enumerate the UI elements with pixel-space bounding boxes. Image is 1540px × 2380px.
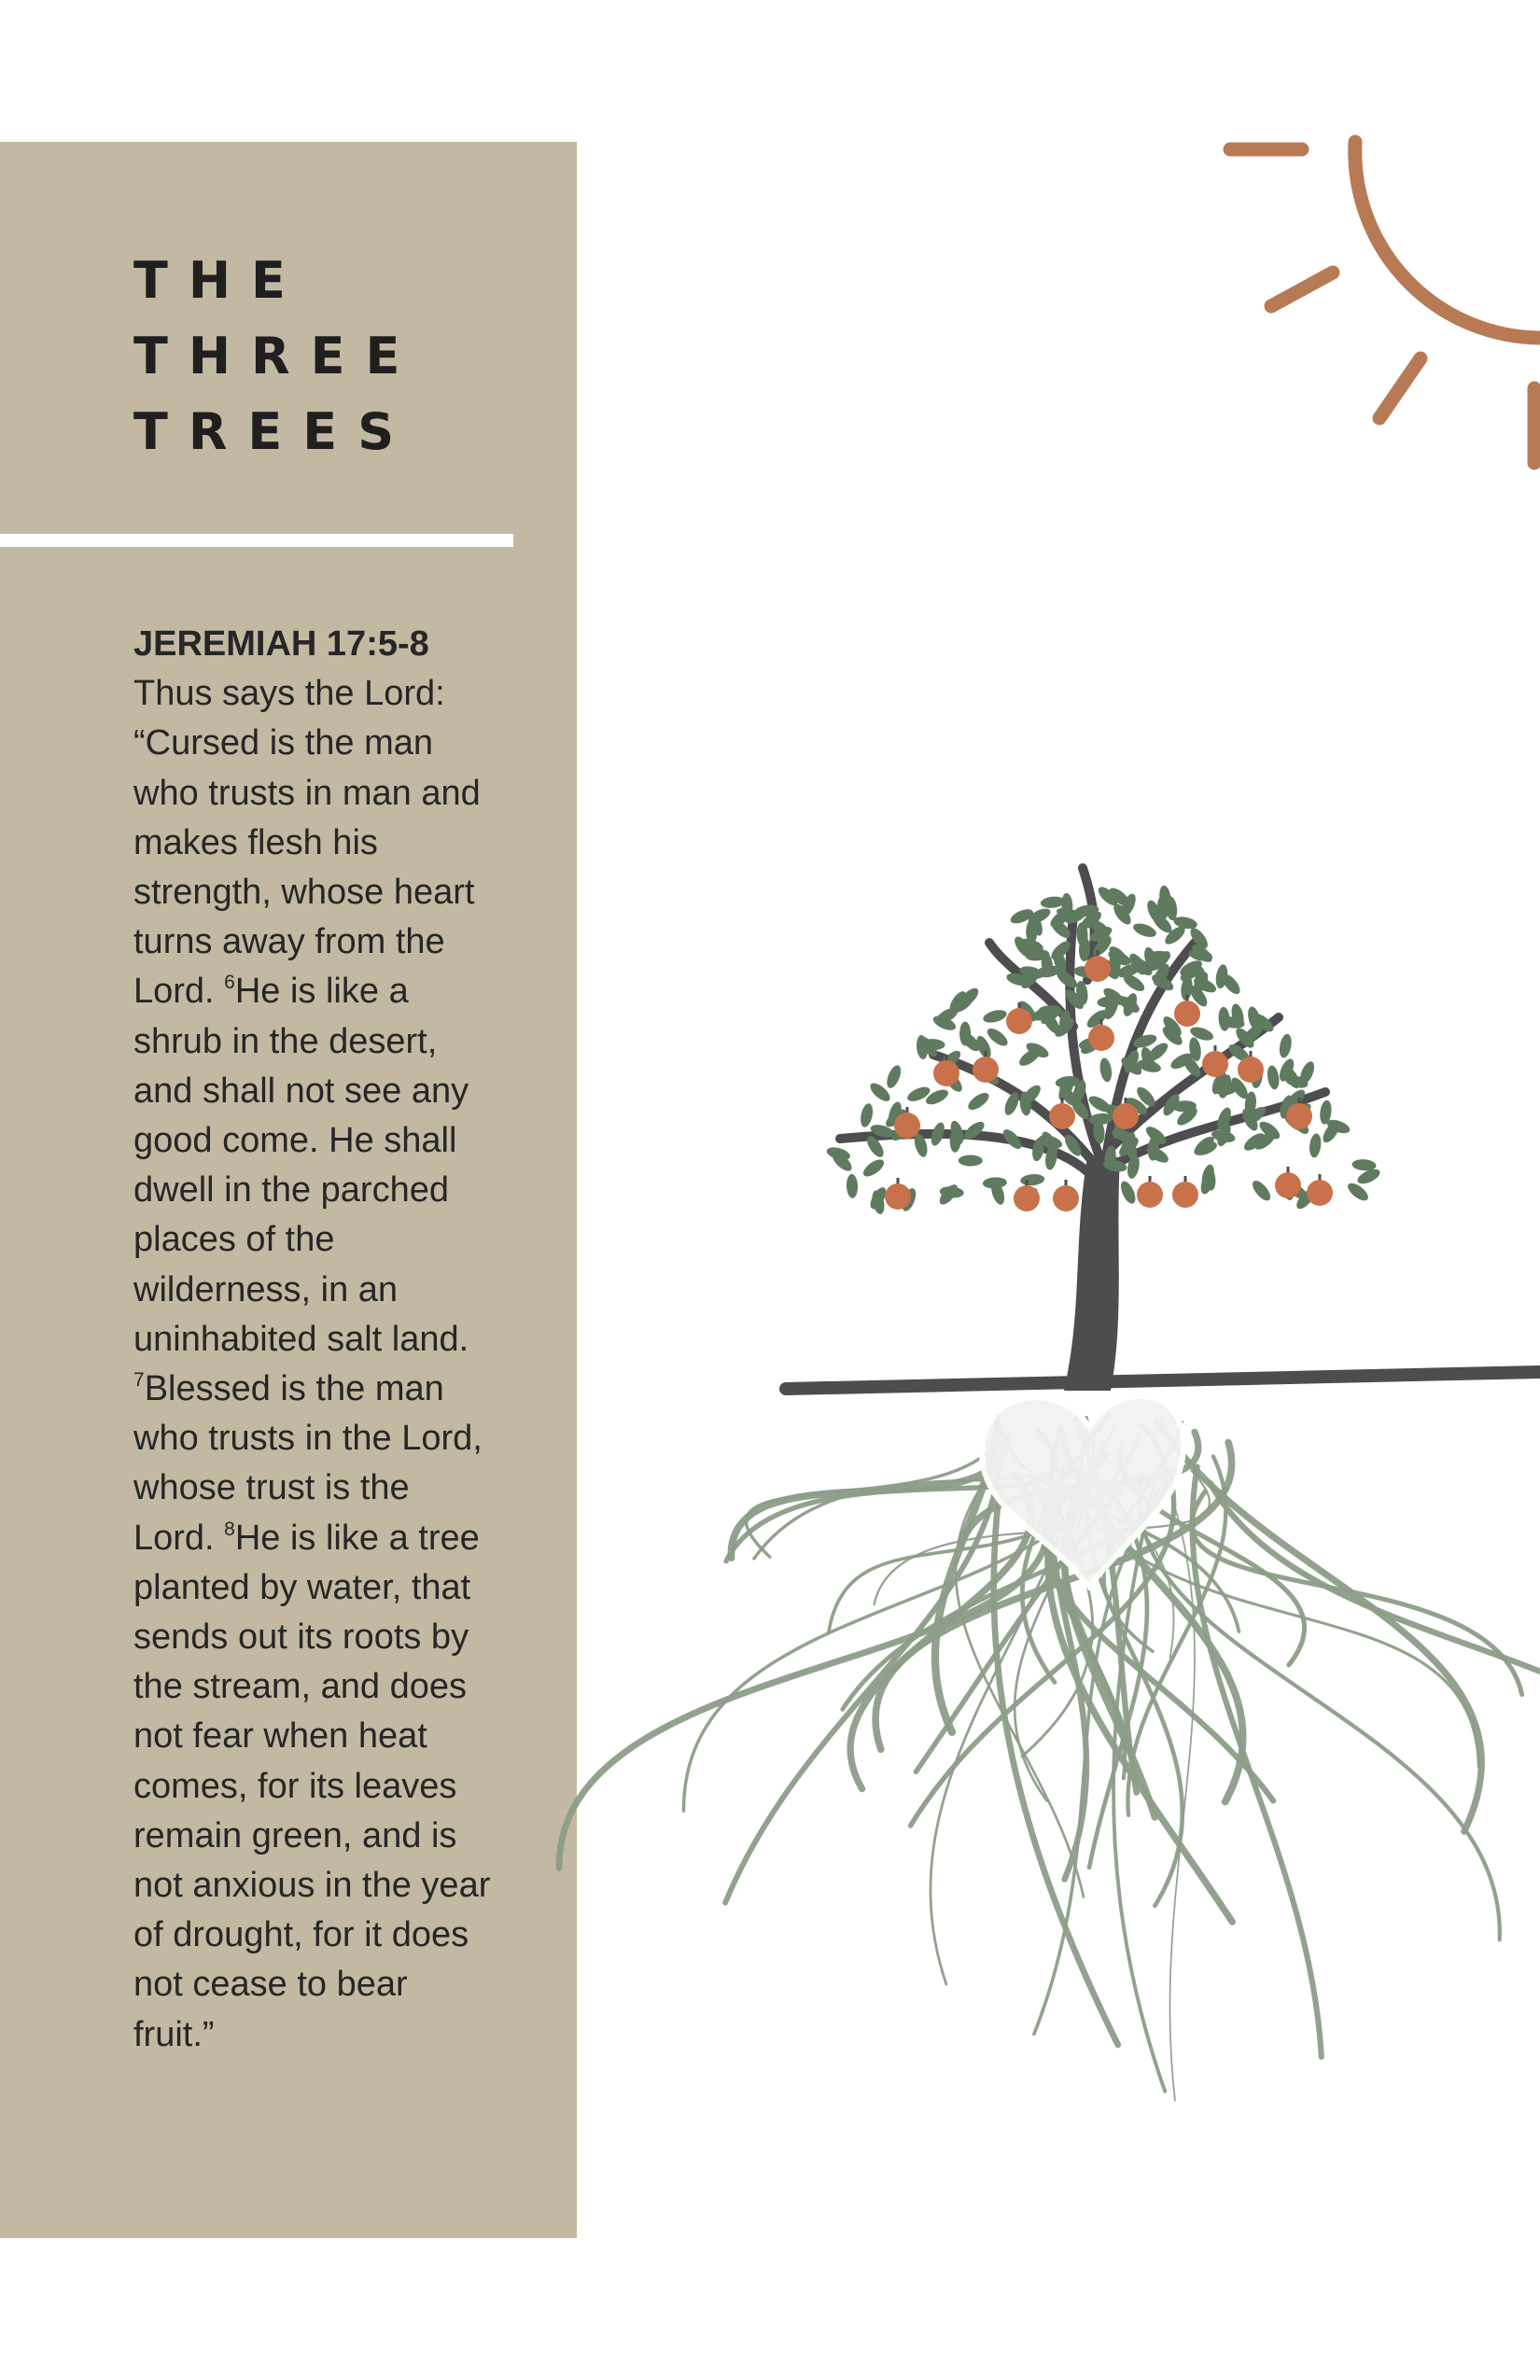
passage-line: who trusts in the Lord, bbox=[133, 1419, 483, 1459]
passage-line: not fear when heat bbox=[133, 1716, 427, 1757]
verse-number: 8 bbox=[224, 1518, 235, 1540]
passage-line: the stream, and does bbox=[133, 1667, 467, 1707]
passage-text: Lord. bbox=[133, 972, 225, 1012]
passage-text: Lord. bbox=[133, 1518, 225, 1558]
passage-line: turns away from the bbox=[133, 922, 445, 962]
passage-line: and shall not see any bbox=[133, 1071, 469, 1111]
passage-line: makes flesh his bbox=[133, 822, 378, 862]
passage-text: He is like a bbox=[234, 972, 409, 1012]
passage-text: He is like a tree bbox=[234, 1518, 480, 1558]
passage-line: strength, whose heart bbox=[133, 873, 475, 913]
title-line-3: TREES bbox=[133, 402, 415, 461]
passage-line: Thus says the Lord: bbox=[133, 674, 445, 714]
sun-icon bbox=[1230, 142, 1540, 463]
passage-line: wilderness, in an bbox=[133, 1269, 399, 1309]
passage-line: “Cursed is the man bbox=[133, 723, 434, 763]
passage-line: whose trust is the bbox=[133, 1468, 410, 1508]
passage-text: Blessed is the man bbox=[144, 1369, 444, 1409]
passage-line: sends out its roots by bbox=[133, 1617, 469, 1658]
passage-line: comes, for its leaves bbox=[133, 1766, 457, 1806]
passage-line: of drought, for it does bbox=[133, 1915, 469, 1955]
passage-line: places of the bbox=[133, 1220, 335, 1260]
scripture-reference: JEREMIAH 17:5-8 bbox=[133, 624, 429, 664]
passage-line: not anxious in the year bbox=[133, 1866, 491, 1906]
passage-line: good come. He shall bbox=[133, 1121, 457, 1161]
tree-with-roots-illustration bbox=[786, 868, 1540, 1391]
passage-line: uninhabited salt land. bbox=[133, 1319, 469, 1359]
passage-line: fruit.” bbox=[133, 2014, 215, 2054]
passage-line: planted by water, that bbox=[133, 1567, 471, 1607]
verse-number: 6 bbox=[224, 972, 235, 994]
passage-line: who trusts in man and bbox=[133, 773, 481, 813]
title-line-2: THREE bbox=[133, 327, 421, 385]
passage-line: remain green, and is bbox=[133, 1815, 457, 1855]
verse-number: 7 bbox=[133, 1369, 145, 1392]
title-line-1: THE bbox=[133, 251, 306, 310]
passage-line: not cease to bear bbox=[133, 1965, 408, 2005]
passage-line: dwell in the parched bbox=[133, 1170, 449, 1211]
passage-line: shrub in the desert, bbox=[133, 1021, 438, 1061]
